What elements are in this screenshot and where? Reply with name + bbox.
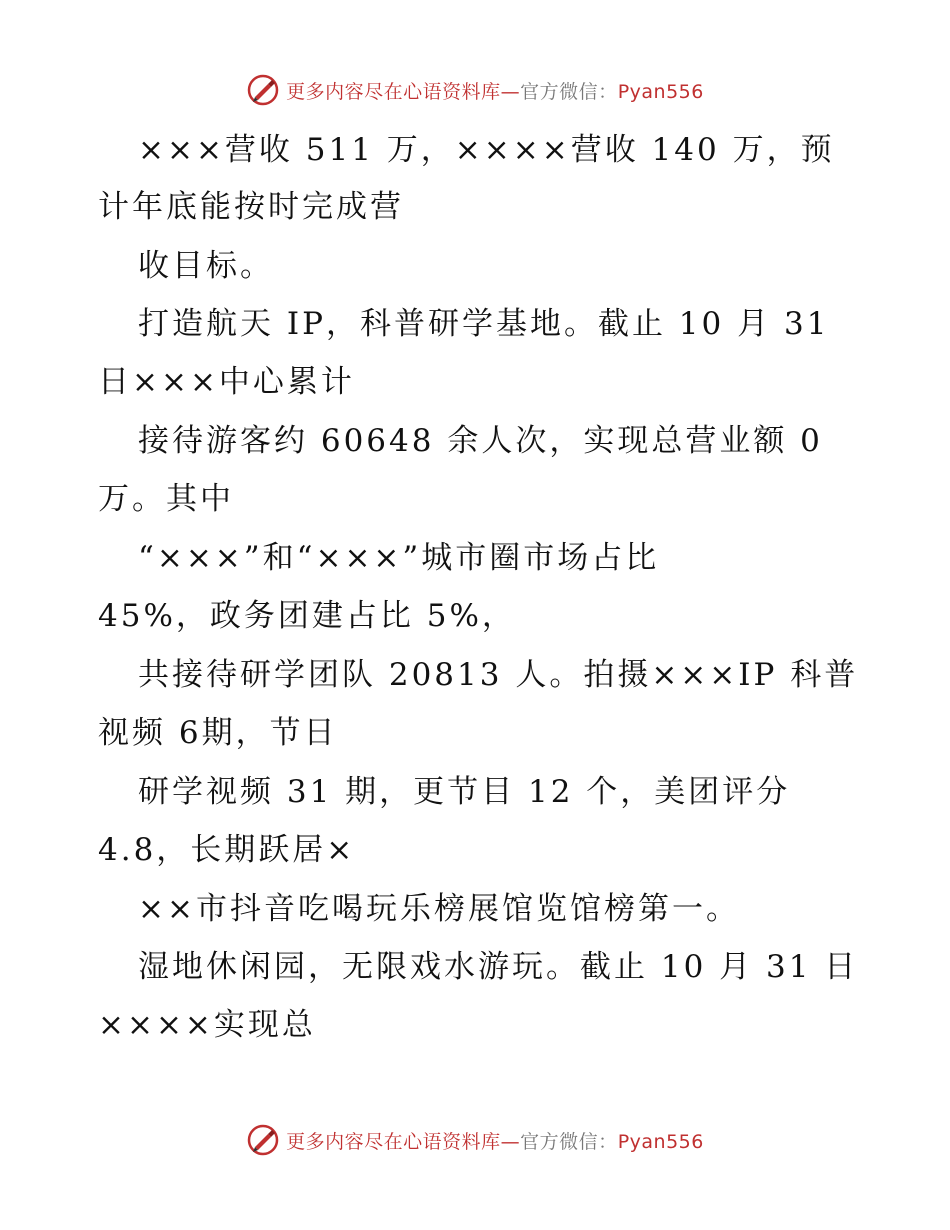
body-line: ××××实现总	[98, 1007, 316, 1043]
watermark-official-label: 官方微信：	[520, 80, 618, 103]
watermark-official-label: 官方微信：	[520, 1130, 618, 1153]
pen-logo-icon	[246, 1123, 280, 1157]
body-line: 共接待研学团队 20813 人。拍摄×××IP 科普	[138, 657, 859, 693]
body-line: 万。其中	[98, 481, 234, 517]
body-line: 湿地休闲园，无限戏水游玩。截止 10 月 31 日	[138, 949, 859, 985]
body-line: 研学视频 31 期，更节目 12 个，美团评分	[138, 774, 791, 810]
body-line: ×××营收 511 万，××××营收 140 万，预	[138, 132, 835, 168]
watermark-text	[286, 1127, 704, 1154]
body-line: 视频 6期，节日	[98, 715, 338, 751]
body-line: 45%，政务团建占比 5%，	[98, 598, 516, 634]
body-line: 4.8，长期跃居×	[98, 832, 356, 868]
body-line: 接待游客约 60648 余人次，实现总营业额 0	[138, 423, 823, 459]
body-line: 打造航天 IP，科普研学基地。截止 10 月 31	[138, 306, 830, 342]
footer-watermark	[0, 1120, 950, 1160]
body-line: 计年底能按时完成营	[98, 189, 404, 225]
body-line: 收目标。	[138, 248, 274, 284]
watermark-main: 更多内容尽在心语资料库	[286, 80, 501, 103]
body-line: 日×××中心累计	[98, 364, 355, 400]
watermark-separator: —	[500, 1130, 521, 1153]
body-line: ××市抖音吃喝玩乐榜展馆览馆榜第一。	[138, 891, 740, 927]
watermark-wechat-id: Pyan556	[617, 1130, 704, 1153]
body-line: “×××”和“×××”城市圈市场占比	[138, 540, 660, 576]
watermark-main: 更多内容尽在心语资料库	[286, 1130, 501, 1153]
watermark-wechat-id: Pyan556	[617, 80, 704, 103]
watermark-separator: —	[500, 80, 521, 103]
